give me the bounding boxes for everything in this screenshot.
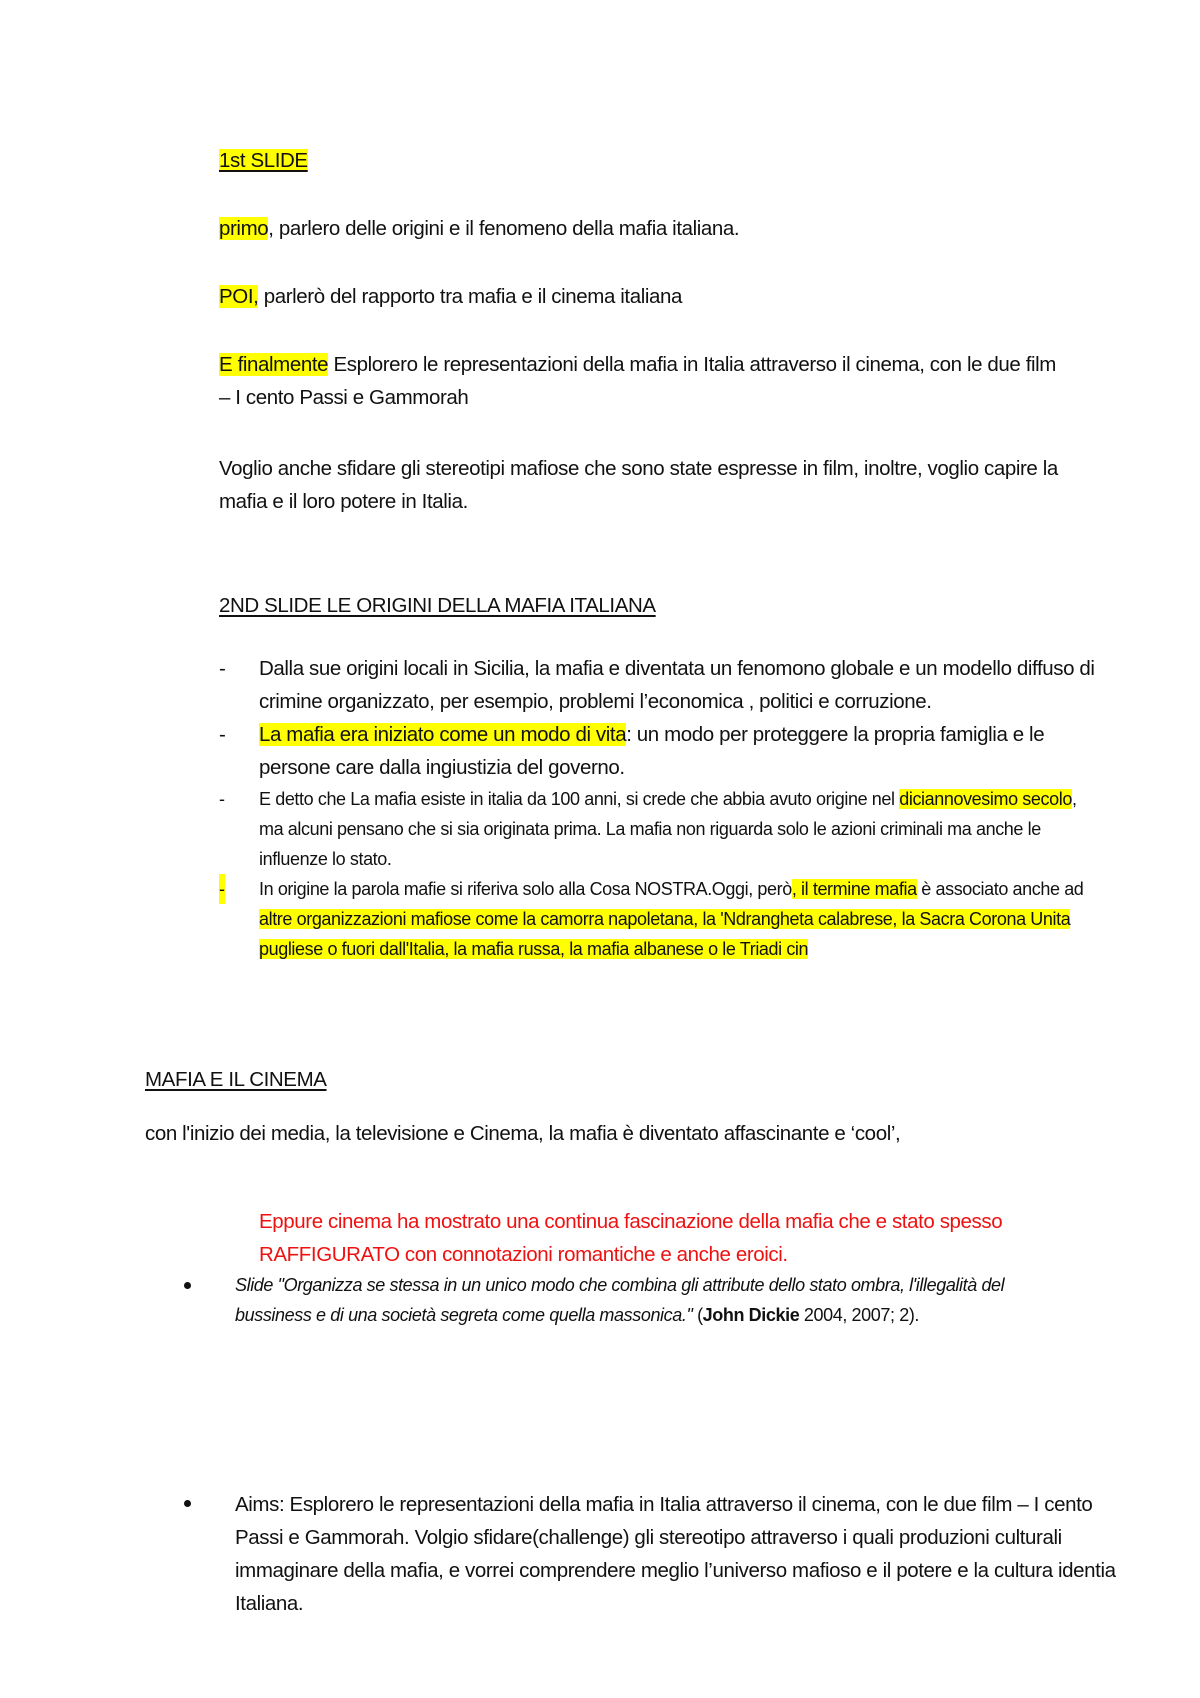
list-item [219, 784, 1099, 874]
red-paragraph [259, 1205, 1059, 1271]
slide2-heading [219, 589, 656, 622]
paragraph-text: , parlero delle origini e il fenomeno della mafia italiana. [268, 217, 740, 240]
list-item-text: Dalla sue origini locali in Sicilia, la mafia e diventata un fenomono globale e un modello diffuso di crimine organizzato, per esempio, problemi l’economica , politici e corruzione. [259, 657, 1095, 713]
paragraph-text: Voglio anche sfidare gli stereotipi mafiose che sono state espresse in film, inoltre, voglio capire la mafia e il loro potere in Italia. [219, 457, 1058, 513]
slide1-paragraph-2 [219, 280, 1059, 313]
bullet-item-quote [175, 1270, 1075, 1330]
cinema-heading [145, 1063, 327, 1096]
paragraph-text: parlerò del rapporto tra mafia e il cinema italiana [258, 285, 683, 308]
quote-author: John Dickie [702, 1305, 800, 1325]
cinema-intro [145, 1117, 1105, 1150]
slide2-heading-text: 2ND SLIDE LE ORIGINI DELLA MAFIA ITALIANA [219, 594, 656, 617]
aims-text: Aims: Esplorero le representazioni della mafia in Italia attraverso il cinema, con le due film – I cento Passi e Gammorah. Volgio sfidare(challenge) gli stereotipo attraverso i quali produzioni culturali immaginare della mafia, e vorrei comprendere meglio l’universo mafioso e il potere e la cultura identia Italiana. [235, 1493, 1116, 1615]
list-item-text: è associato anche ad [916, 879, 1084, 899]
dash-marker: - [219, 789, 225, 809]
paragraph-text: con l'inizio dei media, la televisione e Cinema, la mafia è diventato affascinante e ‘cool’, [145, 1122, 901, 1145]
highlight-finalmente: E finalmente [219, 353, 329, 376]
highlight-primo: primo [219, 217, 269, 240]
bullet-item-aims [175, 1488, 1125, 1620]
dash-marker: - [219, 657, 226, 680]
quote-tail: ( [692, 1305, 703, 1325]
list-item-text: In origine la parola mafie si riferiva solo alla Cosa NOSTRA.Oggi, però [259, 879, 792, 899]
paragraph-text: Eppure cinema ha mostrato una continua fascinazione della mafia che e stato spesso RAFFIGURATO con connotazioni romantiche e anche eroici. [259, 1210, 1003, 1266]
origins-list [219, 652, 1099, 964]
list-item [219, 652, 1099, 718]
highlight-organizzazioni: altre organizzazioni mafiose come la camorra napoletana, la 'Ndrangheta calabrese, la Sacra Corona Unita pugliese o fuori dall'Italia, la mafia russa, la mafia albanese o le Triadi cin [259, 909, 1071, 959]
quote-text: Slide "Organizza se stessa in un unico modo che combina gli attribute dello stato ombra, l'illegalità del bussiness e di una società segreta come quella massonica." [235, 1275, 1005, 1325]
highlight-modo-di-vita: La mafia era iniziato come un modo di vita [259, 723, 627, 746]
quote-tail: 2004, 2007; 2). [799, 1305, 920, 1325]
bullet-icon [184, 1500, 191, 1507]
list-item [219, 718, 1099, 784]
dash-marker: - [219, 874, 225, 904]
paragraph-text: Esplorero le representazioni della mafia in Italia attraverso il cinema, con le due film – I cento Passi e Gammorah [219, 353, 1056, 409]
slide1-paragraph-4 [219, 452, 1059, 518]
dash-marker: - [219, 723, 226, 746]
slide1-paragraph-3 [219, 348, 1059, 414]
bullet-icon [184, 1282, 191, 1289]
list-item-text: , ma alcuni pensano che si sia originata prima. La mafia non riguarda solo le azioni criminali ma anche le influenze lo stato. [259, 789, 1077, 869]
list-item [219, 874, 1099, 964]
cinema-heading-text: MAFIA E IL CINEMA [145, 1068, 327, 1091]
highlight-secolo: diciannovesimo secolo [899, 789, 1072, 809]
slide1-paragraph-1 [219, 212, 1059, 245]
list-item-text: : un modo per proteggere la propria famiglia e le persone care dalla ingiustizia del governo. [259, 723, 1045, 779]
highlight-poi: POI, [219, 285, 259, 308]
slide1-heading-text: 1st SLIDE [219, 149, 308, 172]
list-item-text: E detto che La mafia esiste in italia da 100 anni, si crede che abbia avuto origine nel [259, 789, 900, 809]
highlight-termine-mafia: , il termine mafia [791, 879, 917, 899]
slide1-heading [219, 144, 308, 177]
